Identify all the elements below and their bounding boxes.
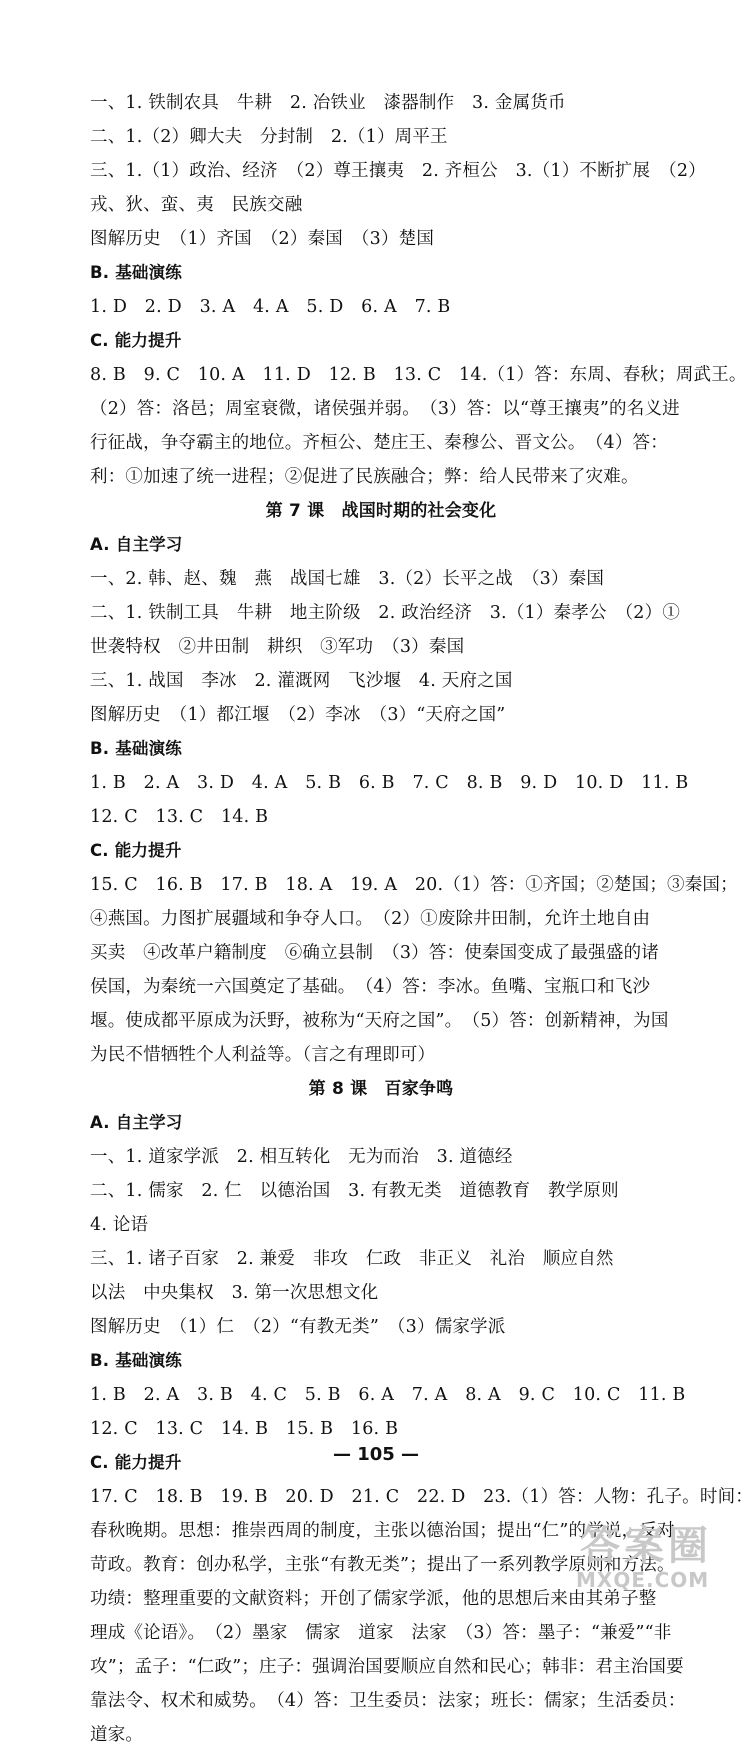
answer-line: 三、1.（1）政治、经济 （2）尊王攘夷 2. 齐桓公 3.（1）不断扩展 （2） [90, 161, 706, 181]
answer-line: 一、1. 铁制农具 牛耕 2. 冶铁业 漆器制作 3. 金属货币 [90, 93, 566, 113]
answer-line: 8. B 9. C 10. A 11. D 12. B 13. C 14.（1）答：东周、春秋；周武王。 [90, 365, 747, 385]
section-heading: C. 能力提升 [90, 1453, 182, 1472]
section-heading: A. 自主学习 [90, 1113, 183, 1132]
answer-line: 世袭特权 ②井田制 耕织 ③军功 （3）秦国 [90, 637, 465, 657]
section-heading: C. 能力提升 [90, 841, 182, 860]
answer-line: 行征战，争夺霸主的地位。齐桓公、楚庄王、秦穆公、晋文公。 （4）答： [90, 433, 668, 453]
answer-line: 4. 论语 [90, 1215, 149, 1235]
answer-line: 三、1. 诸子百家 2. 兼爱 非攻 仁政 非正义 礼治 顺应自然 [90, 1249, 614, 1269]
answer-line: 1. D 2. D 3. A 4. A 5. D 6. A 7. B [90, 297, 451, 317]
watermark-url: MXQE.COM [576, 1568, 710, 1592]
section-heading: A. 自主学习 [90, 535, 183, 554]
answer-line: 12. C 13. C 14. B [90, 807, 269, 827]
section-heading: B. 基础演练 [90, 739, 182, 758]
section-heading: B. 基础演练 [90, 263, 182, 282]
page-number: — 105 — [332, 1444, 420, 1465]
lesson-title: 第 7 课 战国时期的社会变化 [265, 501, 497, 521]
section-heading: C. 能力提升 [90, 331, 182, 350]
answer-line: ④燕国。力图扩展疆域和争夺人口。 （2）①废除井田制，允许土地自由 [90, 909, 651, 929]
answer-line: 道家。 [90, 1725, 144, 1745]
answer-line: （2）答：洛邑；周室衰微，诸侯强并弱。 （3）答：以“尊王攘夷”的名义进 [90, 399, 680, 419]
watermark-title: 答案圈 [580, 1523, 712, 1569]
answer-line: 12. C 13. C 14. B 15. B 16. B [90, 1419, 399, 1439]
answer-text-block [90, 86, 753, 1752]
lesson-title: 第 8 课 百家争鸣 [308, 1079, 454, 1099]
answer-line: 图解历史 （1）仁 （2）“有教无类” （3）儒家学派 [90, 1317, 506, 1337]
answer-line: 戎、狄、蛮、夷 民族交融 [90, 195, 303, 215]
answer-line: 1. B 2. A 3. D 4. A 5. B 6. B 7. C 8. B 9. D 10. D 11. B [90, 773, 689, 793]
answer-line: 堰。使成都平原成为沃野，被称为“天府之国”。 （5）答：创新精神，为国 [90, 1011, 669, 1031]
answer-line: 二、1. 儒家 2. 仁 以德治国 3. 有教无类 道德教育 教学原则 [90, 1181, 619, 1201]
answer-line: 一、1. 道家学派 2. 相互转化 无为而治 3. 道德经 [90, 1147, 513, 1167]
answer-line: 春秋晚期。思想：推崇西周的制度，主张以德治国；提出“仁”的学说，反对 [90, 1521, 675, 1541]
answer-line: 功绩：整理重要的文献资料；开创了儒家学派，他的思想后来由其弟子整 [90, 1589, 657, 1609]
answer-line: 以法 中央集权 3. 第一次思想文化 [90, 1283, 379, 1303]
answer-line: 图解历史 （1）齐国 （2）秦国 （3）楚国 [90, 229, 435, 249]
answer-line: 侯国，为秦统一六国奠定了基础。 （4）答：李冰。鱼嘴、宝瓶口和飞沙 [90, 977, 651, 997]
answer-line: 一、2. 韩、赵、魏 燕 战国七雄 3.（2）长平之战 （3）秦国 [90, 569, 605, 589]
answer-line: 苛政。教育：创办私学，主张“有教无类”；提出了一系列教学原则和方法。 [90, 1555, 675, 1575]
answer-line: 二、1.（2）卿大夫 分封制 2.（1）周平王 [90, 127, 448, 147]
answer-line: 理成《论语》。 （2）墨家 儒家 道家 法家 （3）答：墨子：“兼爱”“非 [90, 1623, 672, 1643]
answer-line: 图解历史 （1）都江堰 （2）李冰 （3）“天府之国” [90, 705, 506, 725]
answer-line: 靠法令、权术和威势。 （4）答：卫生委员：法家；班长：儒家；生活委员： [90, 1691, 686, 1711]
answer-line: 17. C 18. B 19. B 20. D 21. C 22. D 23.（1）答：人物：孔子。时间： [90, 1487, 753, 1507]
answer-line: 1. B 2. A 3. B 4. C 5. B 6. A 7. A 8. A 9. C 10. C 11. B [90, 1385, 686, 1405]
answer-line: 买卖 ④改革户籍制度 ⑥确立县制 （3）答：使秦国变成了最强盛的诸 [90, 943, 659, 963]
watermark-logo [572, 1514, 744, 1594]
answer-line: 为民不惜牺牲个人利益等。（言之有理即可） [90, 1045, 436, 1065]
answer-line: 利：①加速了统一进程；②促进了民族融合；弊：给人民带来了灾难。 [90, 467, 639, 487]
section-heading: B. 基础演练 [90, 1351, 182, 1370]
answer-line: 三、1. 战国 李冰 2. 灌溉网 飞沙堰 4. 天府之国 [90, 671, 513, 691]
answer-line: 15. C 16. B 17. B 18. A 19. A 20.（1）答：①齐国；②楚国；③秦国； [90, 875, 738, 895]
answer-line: 攻”；孟子：“仁政”；庄子：强调治国要顺应自然和民心；韩非：君主治国要 [90, 1657, 684, 1677]
answer-line: 二、1. 铁制工具 牛耕 地主阶级 2. 政治经济 3.（1）秦孝公 （2）① [90, 603, 681, 623]
